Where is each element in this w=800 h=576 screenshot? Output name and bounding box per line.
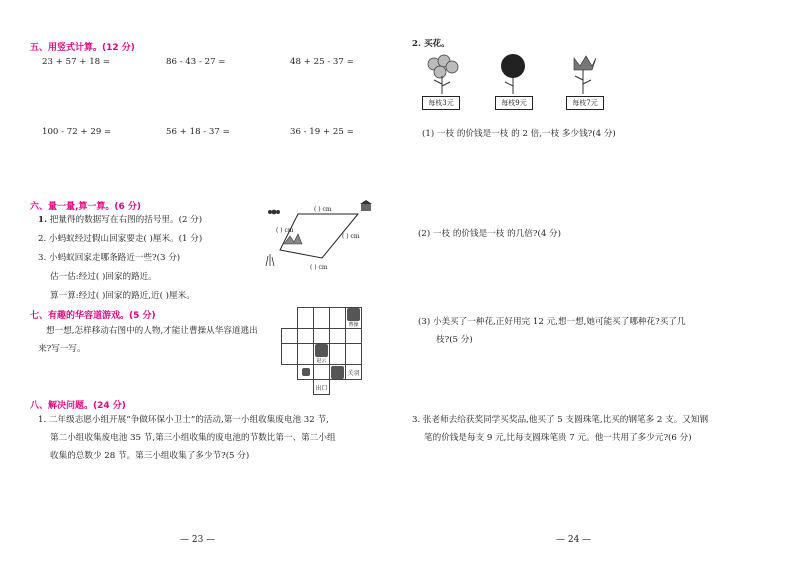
section6-q3: 3. 小蚂蚁回家走哪条路近一些?(3 分) xyxy=(38,253,181,263)
left-page-number: — 23 — xyxy=(180,535,216,545)
q2-sub2: (2) 一枝 的价钱是一枝 的几倍?(4 分) xyxy=(418,229,562,239)
price-tag-3: 每枝7元 xyxy=(566,96,604,110)
exit-cell: 出口 xyxy=(314,380,330,395)
cm-label-right: ( ) cm xyxy=(342,233,360,240)
guanyu-cell[interactable] xyxy=(330,365,346,380)
price-tag-1: 每枝3元 xyxy=(422,96,460,110)
house-icon xyxy=(360,200,372,211)
huarong-grid xyxy=(281,307,362,395)
section7-line2: 来?写一写。 xyxy=(38,344,86,354)
problem-4: 100 - 72 + 29 = xyxy=(42,127,112,137)
cm-label-bottom: ( ) cm xyxy=(310,264,328,271)
right-page-number: — 24 — xyxy=(556,535,592,545)
section6-title: 六、量一量,算一算。(6 分) xyxy=(30,202,142,212)
section6-q2: 2. 小蚂蚁经过假山回家要走( )厘米。(1 分) xyxy=(38,234,203,244)
q3-line2: 笔的价钱是每支 9 元,比每支圆珠笔贵 7 元。他一共用了多少元?(6 分) xyxy=(424,433,692,443)
soldier-portrait xyxy=(302,368,310,376)
q3-line1: 3. 张老师去给获奖同学买奖品,他买了 5 支圆珠笔,比买的钢笔多 2 支。又知钢 xyxy=(412,415,709,425)
flower-3-icon xyxy=(566,52,600,96)
section6-calculate: 算一算:经过( )回家的路近,近( )厘米。 xyxy=(50,291,195,301)
q2-sub1: (1) 一枝 的价钱是一枝 的 2 倍,一枝 多少钱?(4 分) xyxy=(422,129,616,139)
grass-icon xyxy=(266,254,274,266)
section6-estimate: 估一估:经过( )回家的路近。 xyxy=(50,272,157,282)
flower-1-icon xyxy=(420,52,464,96)
q2-title: 2. 买花。 xyxy=(412,39,450,49)
guanyu-portrait xyxy=(331,366,344,379)
guanyu-label-cell: 关羽 xyxy=(346,365,362,380)
ant-path-figure xyxy=(262,200,380,272)
problem-2: 86 - 43 - 27 = xyxy=(166,57,226,67)
section8-q1-line2: 第二小组收集废电池 35 节,第三小组收集的废电池的节数比第一、第二小组 xyxy=(50,433,336,443)
section8-q1-line3: 收集的总数少 28 节。第三小组收集了多少节?(5 分) xyxy=(50,451,250,461)
problem-5: 56 + 18 - 37 = xyxy=(166,127,230,137)
q2-sub3-line2: 枝?(5 分) xyxy=(436,335,473,345)
caocao-portrait xyxy=(347,308,360,321)
section8-q1-line1: 1. 二年级志愿小组开展“争做环保小卫士”的活动,第一小组收集废电池 32 节, xyxy=(38,415,329,425)
section5-title: 五、用竖式计算。(12 分) xyxy=(30,43,135,53)
section7-title: 七、有趣的华容道游戏。(5 分) xyxy=(30,311,156,321)
price-tag-2: 每枝9元 xyxy=(495,96,533,110)
problem-3: 48 + 25 - 37 = xyxy=(290,57,354,67)
cm-label-top: ( ) cm xyxy=(314,206,332,213)
cm-label-left: ( ) cm xyxy=(276,227,294,234)
section6-q1: 1. 把量得的数据写在右图的括号里。(2 分) xyxy=(38,215,203,225)
problem-1: 23 + 57 + 18 = xyxy=(42,57,111,67)
ant-icon xyxy=(268,210,280,215)
zhaoyun-cell[interactable]: 赵云 xyxy=(314,344,330,365)
section8-title: 八、解决问题。(24 分) xyxy=(30,401,126,411)
caocao-cell[interactable]: 曹操 xyxy=(346,308,362,329)
flower-2-icon xyxy=(496,52,530,96)
small-soldier-cell[interactable] xyxy=(298,365,314,380)
problem-6: 36 - 19 + 25 = xyxy=(290,127,354,137)
q2-sub3-line1: (3) 小美买了一种花,正好用完 12 元,想一想,她可能买了哪种花?买了几 xyxy=(418,317,686,327)
section7-line1: 想一想,怎样移动右图中的人物,才能让曹操从华容道逃出 xyxy=(46,326,258,336)
zhaoyun-portrait xyxy=(315,344,328,357)
